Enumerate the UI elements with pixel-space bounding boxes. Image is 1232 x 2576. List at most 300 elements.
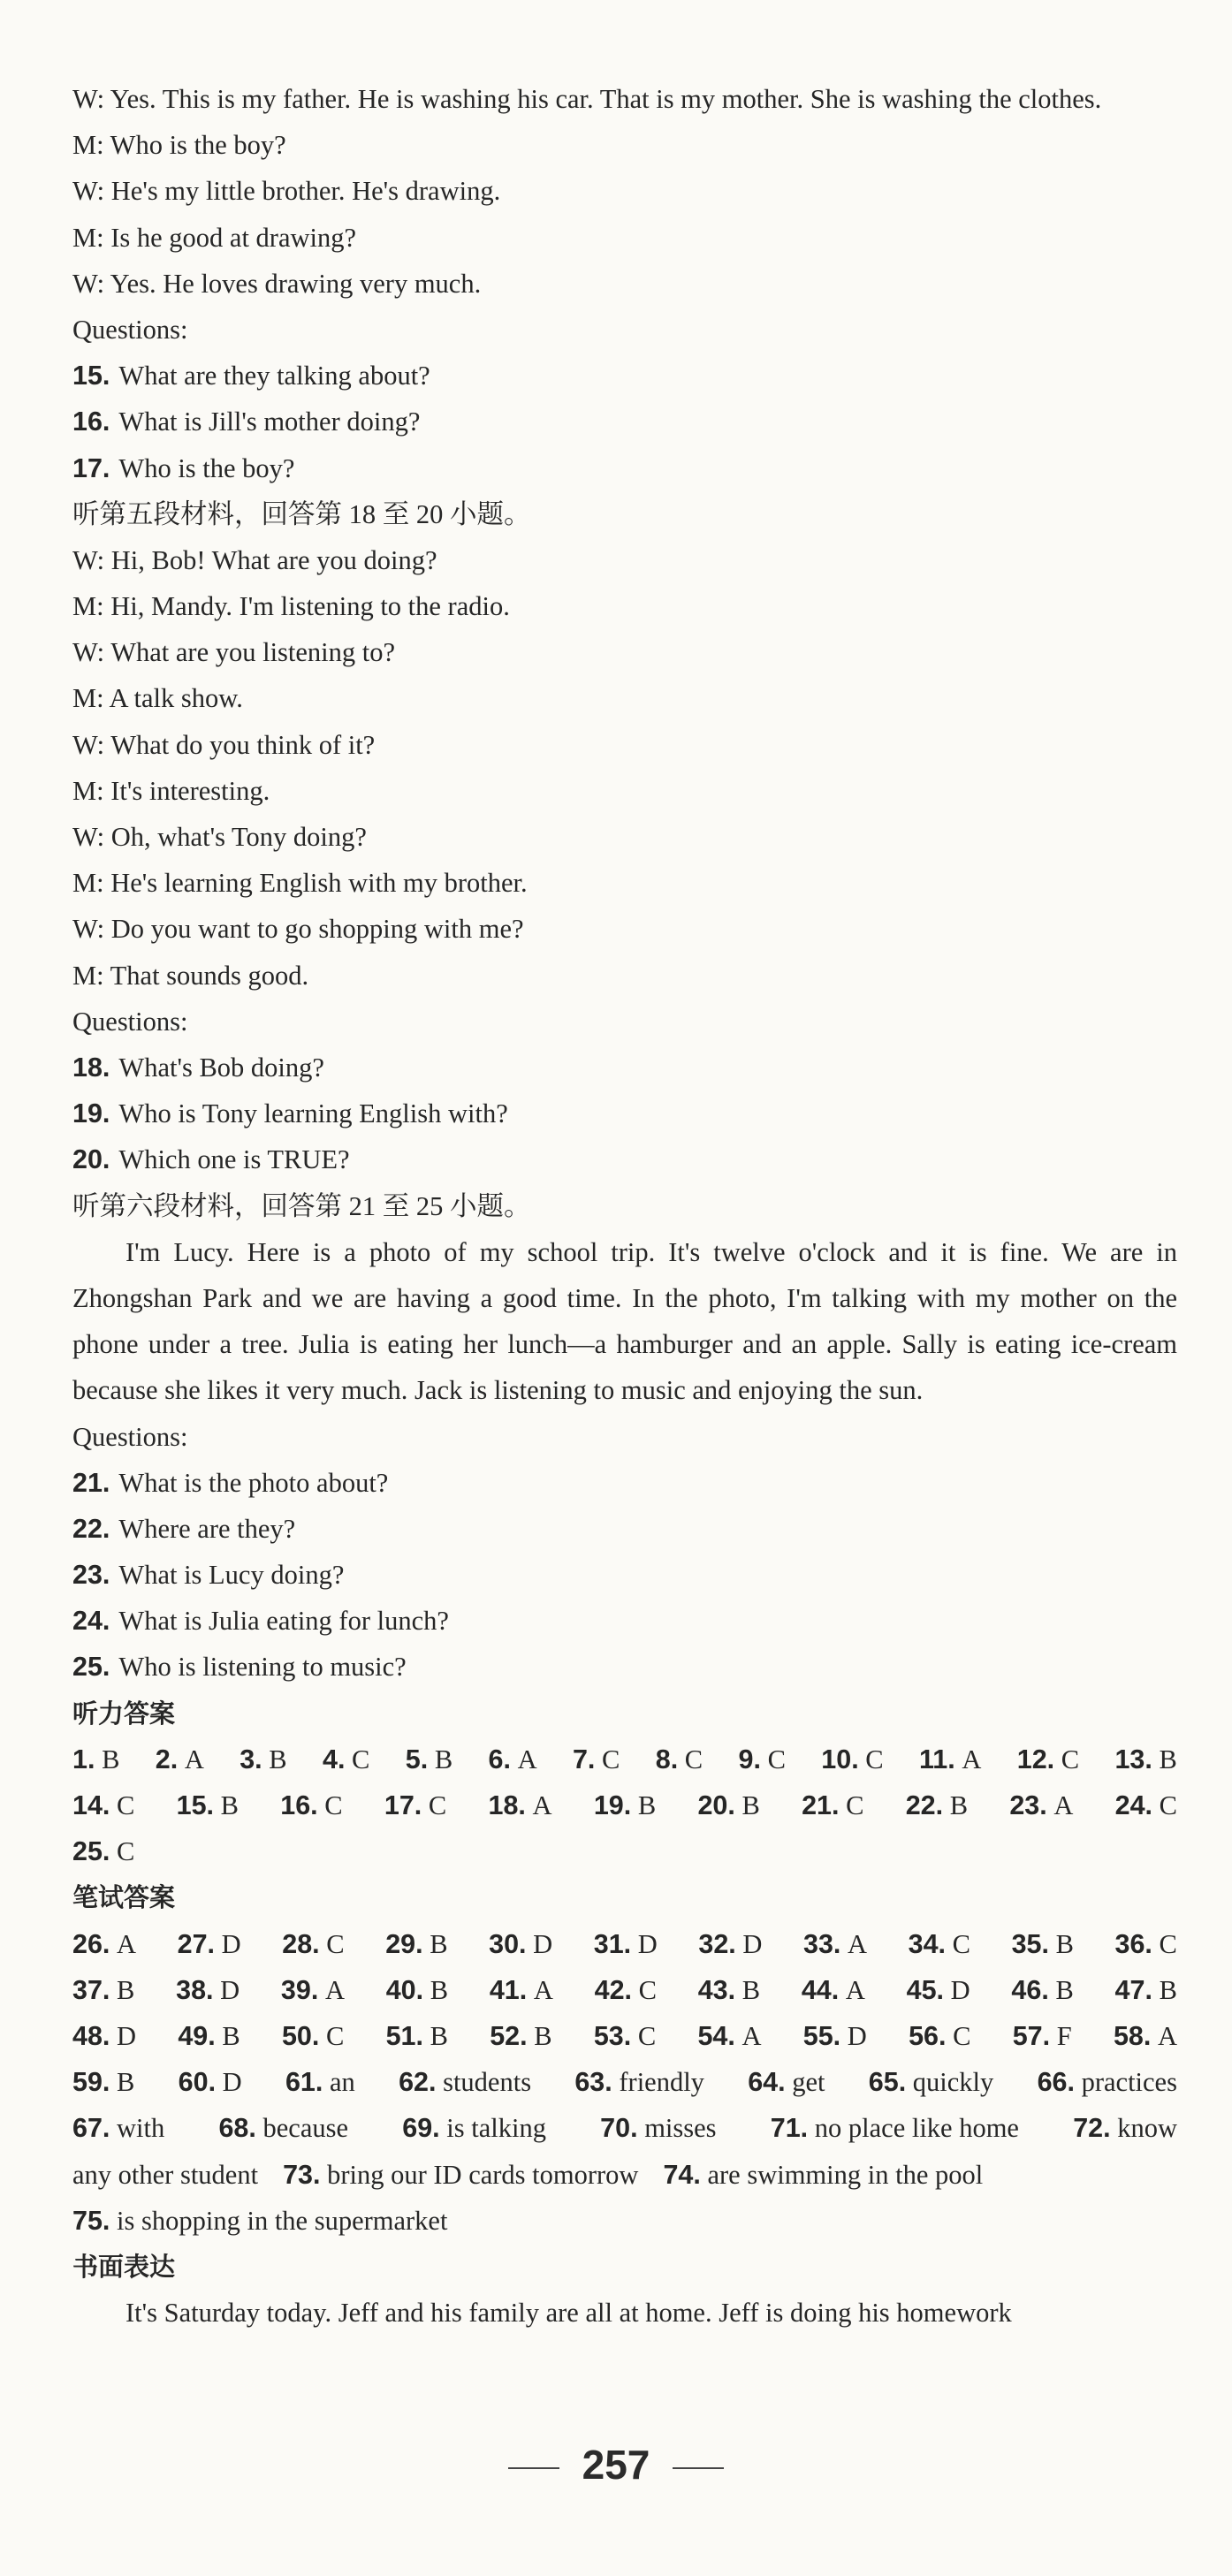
answer-number: 56.: [909, 2020, 947, 2051]
question-number: 24.: [72, 1606, 110, 1637]
answer-number: 36.: [1114, 1928, 1152, 1959]
answer-number: 13.: [1114, 1744, 1152, 1774]
answer-value: any other student: [72, 2159, 259, 2190]
answer-number: 6.: [488, 1744, 511, 1774]
answer-value: get: [792, 2067, 825, 2098]
question-number: 15.: [72, 361, 110, 391]
questions-four: [72, 353, 1177, 491]
answer-number: 58.: [1113, 2020, 1152, 2051]
answer-value: quickly: [912, 2067, 994, 2098]
question-item: [72, 1644, 1177, 1690]
answer-value: A: [324, 1974, 345, 2005]
answer-number: 32.: [698, 1928, 736, 1959]
answer-item: [1038, 2059, 1177, 2105]
answer-value: D: [222, 2067, 242, 2098]
answer-item: [402, 2105, 546, 2151]
answer-value: F: [1056, 2020, 1072, 2051]
answer-number: 28.: [282, 1928, 320, 1959]
answer-number: 18.: [488, 1790, 526, 1821]
answer-item: [1009, 1782, 1073, 1828]
answer-row: [72, 2105, 1177, 2151]
answer-value: know: [1117, 2113, 1177, 2144]
writing-title: 书面表达: [72, 2251, 176, 2282]
answer-item: [573, 1736, 620, 1782]
answer-item: [178, 1921, 241, 1967]
answer-value: D: [533, 1928, 553, 1959]
passage: I'm Lucy. Here is a photo of my school trip. It's twelve o'clock and it is fine. We are in Zhongshan Park and we are having a good time. In the photo, I'm talking with my mother on the phone under a tree. Julia is eating her lunch—a hamburger and an apple. Sally is eating ice-cream because she likes it very much. Jack is listening to music and enjoying the sun.: [72, 1236, 1177, 1406]
dialogue-line: M: Hi, Mandy. I'm listening to the radio.: [72, 591, 510, 622]
answer-item: [489, 1921, 552, 1967]
answer-number: 38.: [176, 1974, 214, 2005]
answer-item: [178, 2013, 240, 2059]
answer-number: 48.: [72, 2020, 110, 2051]
answer-item: [748, 2059, 825, 2105]
answer-value: D: [221, 1928, 241, 1959]
answer-item: [1073, 2105, 1177, 2151]
dialogue-line: M: Is he good at drawing?: [72, 222, 357, 253]
answer-number: 15.: [176, 1790, 215, 1821]
answer-item: [698, 1921, 762, 1967]
answer-value: C: [865, 1744, 884, 1774]
answer-item: [771, 2105, 1019, 2151]
answer-number: 67.: [72, 2113, 110, 2144]
answer-item: [72, 2206, 447, 2236]
answer-value: C: [324, 1790, 343, 1821]
answer-item: [240, 1736, 286, 1782]
answer-item: [72, 1828, 134, 1874]
answer-value: no place like home: [814, 2113, 1019, 2144]
answer-value: C: [352, 1744, 370, 1774]
answer-value: C: [638, 1974, 657, 2005]
answer-number: 37.: [72, 1974, 110, 2005]
answer-item: [406, 1736, 452, 1782]
answer-number: 34.: [908, 1928, 947, 1959]
answer-value: A: [117, 1928, 137, 1959]
written-answers: [72, 1921, 1177, 2244]
answer-item: [821, 1736, 883, 1782]
answer-item: [399, 2059, 531, 2105]
answer-item: [802, 1967, 865, 2013]
question-text: What is the photo about?: [118, 1467, 389, 1498]
answer-number: 68.: [218, 2113, 256, 2144]
answer-value: A: [962, 1744, 982, 1774]
answer-value: A: [741, 2020, 762, 2051]
answer-value: C: [767, 1744, 786, 1774]
answer-item: [663, 2160, 983, 2190]
answer-item: [697, 2013, 761, 2059]
answer-value: C: [1159, 1790, 1177, 1821]
answer-value: B: [534, 2020, 552, 2051]
answer-value: B: [430, 2020, 448, 2051]
answer-item: [177, 1782, 239, 1828]
answer-item: [906, 1782, 968, 1828]
answer-value: D: [220, 1974, 240, 2005]
answer-number: 65.: [868, 2067, 907, 2098]
answer-item: [574, 2059, 704, 2105]
answer-value: D: [847, 2020, 867, 2051]
question-text: Who is Tony learning English with?: [118, 1098, 508, 1129]
answer-item: [72, 2013, 136, 2059]
answer-value: A: [845, 1974, 865, 2005]
answer-row: [72, 1782, 1177, 1828]
question-number: 16.: [72, 407, 110, 437]
answer-number: 73.: [283, 2159, 321, 2190]
answer-number: 75.: [72, 2205, 110, 2236]
question-item: [72, 399, 1177, 445]
answer-number: 39.: [280, 1974, 319, 2005]
answer-value: B: [1159, 1974, 1177, 2005]
answer-item: [1115, 1782, 1177, 1828]
answer-number: 8.: [655, 1744, 679, 1774]
answer-number: 11.: [919, 1744, 955, 1774]
question-number: 22.: [72, 1513, 110, 1544]
answer-number: 26.: [72, 1928, 110, 1959]
answer-item: [384, 1782, 446, 1828]
answer-item: [72, 1736, 119, 1782]
answer-value: is talking: [446, 2113, 546, 2144]
answer-value: B: [430, 1974, 449, 2005]
answer-value: C: [117, 1836, 135, 1867]
answer-number: 23.: [1009, 1790, 1047, 1821]
question-text: What are they talking about?: [118, 361, 430, 391]
answer-number: 51.: [385, 2020, 423, 2051]
question-item: [72, 1045, 1177, 1090]
question-number: 18.: [72, 1052, 110, 1083]
answer-number: 4.: [322, 1744, 346, 1774]
answer-item: [803, 1921, 867, 1967]
answer-number: 63.: [574, 2067, 612, 2098]
answer-value: B: [430, 1928, 448, 1959]
question-number: 21.: [72, 1467, 110, 1498]
answer-value: C: [326, 1928, 345, 1959]
answer-value: A: [1053, 1790, 1074, 1821]
answer-number: 43.: [697, 1974, 736, 2005]
questions-label: Questions:: [72, 1421, 188, 1452]
answer-item: [282, 1921, 344, 1967]
answer-item: [280, 1782, 342, 1828]
answer-value: C: [428, 1790, 447, 1821]
section-five-title: 听第五段材料，回答第 18 至 20 小题。: [72, 498, 531, 529]
dialogue-line: M: That sounds good.: [72, 960, 309, 991]
answer-item: [156, 1736, 204, 1782]
question-number: 19.: [72, 1098, 110, 1129]
answer-number: 54.: [697, 2020, 735, 2051]
answer-value: B: [269, 1744, 287, 1774]
answer-value: B: [102, 1744, 120, 1774]
answer-value: misses: [644, 2113, 717, 2144]
question-item: [72, 1598, 1177, 1644]
answer-item: [176, 1967, 240, 2013]
answer-number: 14.: [72, 1790, 110, 1821]
answer-item: [1115, 1967, 1177, 2013]
answer-number: 57.: [1012, 2020, 1051, 2051]
question-item: [72, 1136, 1177, 1182]
answer-item: [656, 1736, 703, 1782]
answer-value: B: [434, 1744, 453, 1774]
answer-value: an: [330, 2067, 355, 2098]
written-answers-title: 笔试答案: [72, 1882, 176, 1913]
answer-number: 62.: [399, 2067, 437, 2098]
answer-number: 27.: [177, 1928, 216, 1959]
answer-number: 16.: [280, 1790, 318, 1821]
answer-item: [1115, 1921, 1177, 1967]
question-item: [72, 1460, 1177, 1506]
dialogue-line: W: Oh, what's Tony doing?: [72, 822, 367, 853]
answer-value: C: [1061, 1744, 1080, 1774]
answer-item: [600, 2105, 716, 2151]
answer-item: [1013, 2013, 1072, 2059]
answer-value: B: [222, 2020, 240, 2051]
answer-item: [218, 2105, 348, 2151]
answer-item: [490, 2013, 551, 2059]
answer-number: 29.: [385, 1928, 423, 1959]
page-content: [72, 76, 1177, 2336]
answer-row: [72, 2013, 1177, 2059]
answer-number: 1.: [72, 1744, 95, 1774]
answer-item: [1114, 1736, 1176, 1782]
answer-number: 42.: [594, 1974, 633, 2005]
dialogue-line: M: Who is the boy?: [72, 130, 286, 161]
questions-label: Questions:: [72, 1006, 188, 1037]
answer-number: 22.: [905, 1790, 944, 1821]
answer-value: bring our ID cards tomorrow: [327, 2159, 639, 2190]
listening-answers: [72, 1736, 1177, 1875]
answer-item: [323, 1736, 369, 1782]
question-number: 20.: [72, 1144, 110, 1175]
answer-value: B: [741, 1974, 761, 2005]
question-item: [72, 445, 1177, 491]
answer-number: 5.: [405, 1744, 429, 1774]
answer-value: practices: [1081, 2067, 1177, 2098]
answer-value: friendly: [619, 2067, 704, 2098]
answer-number: 59.: [72, 2067, 110, 2098]
answer-number: 49.: [178, 2020, 216, 2051]
answer-item: [385, 1921, 447, 1967]
answer-value: C: [637, 2020, 657, 2051]
page-number: 257: [582, 2442, 650, 2488]
answer-number: 50.: [281, 2020, 320, 2051]
answer-value: D: [117, 2020, 137, 2051]
answer-item: [72, 2059, 134, 2105]
section-six-title: 听第六段材料，回答第 21 至 25 小题。: [72, 1190, 531, 1221]
question-text: What's Bob doing?: [118, 1052, 324, 1083]
answer-value: C: [952, 1928, 970, 1959]
questions-six: [72, 1460, 1177, 1691]
question-text: Where are they?: [118, 1513, 296, 1544]
answer-number: 45.: [906, 1974, 945, 2005]
answer-number: 10.: [821, 1744, 859, 1774]
answer-number: 72.: [1073, 2113, 1111, 2144]
answer-number: 35.: [1011, 1928, 1049, 1959]
question-text: What is Julia eating for lunch?: [118, 1606, 449, 1637]
dialogue-line: W: Yes. This is my father. He is washing his car. That is my mother. She is washing the clothes.: [72, 84, 1102, 114]
answer-number: 17.: [384, 1790, 422, 1821]
question-number: 23.: [72, 1560, 110, 1591]
question-number: 25.: [72, 1652, 110, 1683]
answer-value: A: [848, 1928, 868, 1959]
answer-item: [594, 1782, 656, 1828]
footer-dash-right: [673, 2467, 724, 2469]
answer-item: [489, 1782, 552, 1828]
question-text: Who is listening to music?: [118, 1652, 407, 1683]
answer-row: [72, 2198, 1177, 2244]
answer-value: D: [742, 1928, 763, 1959]
writing-text: It's Saturday today. Jeff and his family are all at home. Jeff is doing his homework: [125, 2298, 1012, 2329]
dialogue-line: M: It's interesting.: [72, 775, 270, 806]
dialogue-line: W: Hi, Bob! What are you doing?: [72, 544, 437, 575]
answer-value: B: [1159, 1744, 1177, 1774]
question-item: [72, 1090, 1177, 1136]
answer-value: D: [637, 1928, 658, 1959]
answer-item: [282, 2013, 344, 2059]
answer-number: 9.: [738, 1744, 761, 1774]
question-text: What is Lucy doing?: [118, 1560, 345, 1591]
question-text: Which one is TRUE?: [118, 1144, 350, 1175]
answer-item: [285, 2059, 355, 2105]
answer-item: [72, 2105, 164, 2151]
answer-number: 33.: [803, 1928, 841, 1959]
dialogue-line: M: A talk show.: [72, 683, 243, 714]
answer-number: 40.: [385, 1974, 424, 2005]
dialogue-line: W: Yes. He loves drawing very much.: [72, 268, 482, 299]
answer-number: 31.: [593, 1928, 632, 1959]
answer-number: 55.: [802, 2020, 841, 2051]
answer-value: students: [443, 2067, 532, 2098]
answer-item: [489, 1736, 537, 1782]
answer-item: [698, 1967, 760, 2013]
dialogue-line: W: Do you want to go shopping with me?: [72, 914, 524, 945]
answer-row: [72, 1921, 1177, 1967]
answer-number: 52.: [490, 2020, 528, 2051]
answer-number: 7.: [572, 1744, 596, 1774]
answer-value: B: [117, 1974, 135, 2005]
answer-row: [72, 1828, 1177, 1874]
questions-label: Questions:: [72, 314, 188, 345]
dialogue-line: W: What do you think of it?: [72, 729, 376, 760]
questions-five: [72, 1045, 1177, 1183]
question-item: [72, 1552, 1177, 1598]
page-footer: [0, 2441, 1232, 2489]
answer-number: 66.: [1037, 2067, 1075, 2098]
answer-number: 25.: [72, 1836, 110, 1867]
answer-number: 53.: [593, 2020, 632, 2051]
answer-number: 30.: [489, 1928, 527, 1959]
answer-value: B: [949, 1790, 969, 1821]
answer-item: [72, 1921, 136, 1967]
answer-value: C: [117, 1790, 135, 1821]
answer-item: [1011, 1967, 1073, 2013]
answer-value: A: [1157, 2020, 1177, 2051]
dialogue-line: W: What are you listening to?: [72, 637, 396, 668]
answer-row: [72, 1967, 1177, 2013]
answer-number: 24.: [1114, 1790, 1153, 1821]
answer-value: with: [117, 2113, 165, 2144]
answer-item: [595, 1967, 657, 2013]
listening-answers-title: 听力答案: [72, 1698, 176, 1729]
dialogue-five: [72, 537, 1177, 999]
answer-value: are swimming in the pool: [707, 2159, 984, 2190]
answer-item: [179, 2059, 242, 2105]
answer-value: C: [602, 1744, 620, 1774]
answer-number: 12.: [1016, 1744, 1055, 1774]
answer-item: [1012, 1921, 1074, 1967]
answer-number: 74.: [663, 2159, 701, 2190]
answer-value: C: [684, 1744, 703, 1774]
dialogue-four: [72, 76, 1177, 307]
question-text: What is Jill's mother doing?: [118, 407, 421, 437]
answer-value: C: [325, 2020, 345, 2051]
answer-value: A: [517, 1744, 537, 1774]
answer-value: B: [637, 1790, 657, 1821]
answer-number: 19.: [593, 1790, 632, 1821]
answer-value: C: [953, 2020, 971, 2051]
answer-item: [739, 1736, 786, 1782]
answer-item: [386, 2013, 448, 2059]
question-number: 17.: [72, 452, 110, 483]
answer-number: 64.: [748, 2067, 786, 2098]
answer-value: B: [220, 1790, 239, 1821]
answer-value: C: [1159, 1928, 1177, 1959]
answer-number: 60.: [178, 2067, 217, 2098]
answer-item: [1017, 1736, 1079, 1782]
answer-value: A: [532, 1790, 552, 1821]
answer-item: [1114, 2013, 1177, 2059]
answer-number: 2.: [155, 1744, 179, 1774]
dialogue-line: M: He's learning English with my brother.: [72, 868, 528, 899]
answer-item: [919, 1736, 981, 1782]
answer-number: 44.: [801, 1974, 840, 2005]
answer-number: 47.: [1114, 1974, 1152, 2005]
answer-number: 69.: [402, 2113, 440, 2144]
question-item: [72, 1506, 1177, 1552]
answer-item: [909, 1921, 970, 1967]
answer-item: [869, 2059, 994, 2105]
answer-value: B: [1055, 1928, 1074, 1959]
answer-value: A: [533, 1974, 553, 2005]
answer-row: [72, 2059, 1177, 2105]
answer-value: D: [950, 1974, 970, 2005]
answer-item: [803, 2013, 867, 2059]
answer-value: B: [741, 1790, 760, 1821]
answer-number: 3.: [240, 1744, 262, 1774]
footer-dash-left: [508, 2467, 559, 2469]
dialogue-line: W: He's my little brother. He's drawing.: [72, 176, 501, 207]
answer-item: [283, 2160, 638, 2190]
answer-number: 20.: [697, 1790, 735, 1821]
answer-value: A: [184, 1744, 204, 1774]
answer-item: [802, 1782, 863, 1828]
answer-value: C: [846, 1790, 864, 1821]
answer-row: [72, 2152, 1177, 2198]
answer-number: 21.: [802, 1790, 840, 1821]
answer-number: 41.: [489, 1974, 528, 2005]
answer-item: [909, 2013, 970, 2059]
answer-row: [72, 1736, 1177, 1782]
question-text: Who is the boy?: [118, 452, 295, 483]
answer-item: [907, 1967, 970, 2013]
answer-item: [697, 1782, 759, 1828]
answer-value: because: [262, 2113, 349, 2144]
answer-item: [594, 2013, 656, 2059]
answer-item: [490, 1967, 553, 2013]
answer-number: 61.: [285, 2067, 323, 2098]
answer-item: [72, 2160, 258, 2190]
answer-item: [386, 1967, 448, 2013]
answer-item: [281, 1967, 345, 2013]
answer-value: B: [1055, 1974, 1074, 2005]
answer-value: B: [117, 2067, 135, 2098]
answer-number: 71.: [770, 2113, 809, 2144]
